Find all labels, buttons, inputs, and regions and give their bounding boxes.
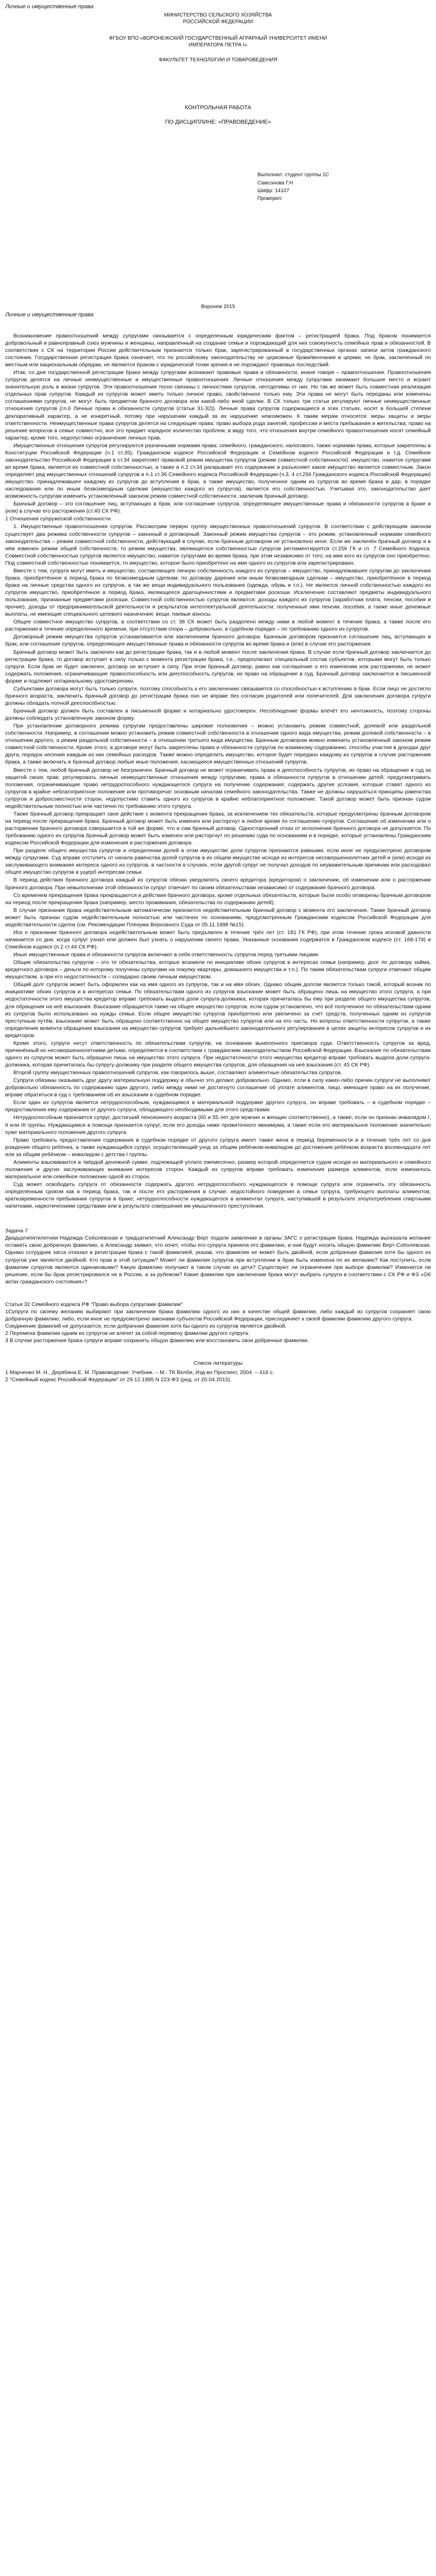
- work-type: КОНТРОЛЬНАЯ РАБОТА: [184, 104, 252, 111]
- ministry-line-1: МИНИСТЕРСТВО СЕЛЬСКОГО ХОЗЯЙСТВА: [164, 12, 272, 18]
- faculty-name: ФАКУЛЬТЕТ ТЕХНОЛОГИИ И ТОВАРОВЕДЕНИЯ: [159, 57, 277, 63]
- student-name: Самсонова Г.Н: [257, 180, 293, 186]
- article-title: Статья 32 Семейного кодекса РФ "Право выбора супругами фамилии": [5, 1301, 183, 1308]
- task-section: [5, 1227, 431, 1285]
- student-info: [5, 172, 431, 202]
- paragraph: Брачный договор – это соглашение лиц, вступающих в брак, или соглашение супругов, определяющее имущественные права и обязанности супругов в браке и (или) в случае его расторжения (ст.40 СК РФ).: [5, 501, 431, 515]
- paragraph: При разделе общего имущества супругов и определении долей в этом имуществе доли супругов признаются равными, если иное не предусмотрено договором между супругами. Суд вправе отступить от начала равенства долей супругов в их общем имуществе исходя из интересов несовершеннолетних детей и (или) исходя из заслуживающего внимания интереса одного из супругов, в частности в случаях, если другой супруг не получал доходов по неуважительным причинам или расходовал общее имущество супругов в ущерб интересам семьи.: [5, 848, 431, 876]
- city-year: Воронеж 2015: [201, 303, 235, 310]
- subsection-heading: 1 Отношения супружеской собственности.: [5, 516, 112, 522]
- paragraph: 1. Имущественные правоотношения супругов. Рассмотрим первую группу имущественных правоотношений супругов. В соответствии с действующим законом существует два режима собственности супругов – законный и договорный. Законный режим имущества супругов – это режим, установленный нормами семейного законодательства – режим совместной собственности, действующий в случае, если брачным договором не установлено иное. Если же заключён брачный договор и в нём изменен режим общей собственности, то режим имущества, являющегося собственностью супругов регламентируется ст.256 ГК и гл. 7 Семейного Кодекса. Совместной собственностью супругов является имущество, нажитое супругами во время брака, при этом независимо от того, на имя кого из супругов оно приобретено. Под совместной собственностью понимается, то имущество, которое было приобретено на имя одного из супругов или зарегистрировано.: [5, 523, 431, 566]
- paragraph: Общий долг супругов может быть оформлен как на имя одного из супругов, так и на имя обоих. Однако общим долгом является только такой, который возник по инициативе обоих супругов и в интересах семьи. По обязательствам одного из супругов взыскание может быть обращено лишь на имущество этого супруга, а при недостаточности этого имущества кредитор вправе требовать выдела доли супруга-должника, которая причиталась бы ему при разделе общего имущества супругов, для обращения на неё взыскания. Взыскание обращается также на общее имущество супругов, если судом установлено, что всё полученное по обязательствам одним из супругов было использовано на нужды семьи. Если общее имущество супругов приобретено или увеличено за счёт средств, полученных одним из супругов преступным путём, взыскание может быть обращено соответственно на общее имущество супругов или на его часть. Но вопросы ответственности супругов, а также определения момента обращения взыскания на имущество супругов требуют дальнейшего законодательного регулирования в целях защиты интересов супругов и их кредиторов.: [5, 981, 431, 1039]
- university-line-1: ФГБОУ ВПО «ВОРОНЕЖСКИЙ ГОСУДАРСТВЕННЫЙ АГРАРНЫЙ УНИВЕРСИТЕТ ИМЕНИ: [109, 35, 327, 41]
- student-code: Шифр: 14107: [257, 188, 289, 194]
- paragraph: В случае признания брака недействительным автоматически признается недействительным брачный договор с момента его заключения. Также брачный договор может быть признан судом недействительным полностью или частично по основаниям, предусмотренным Гражданским кодексом Российской Федерации для недействительности сделок (см. Рекомендации Пленума Верховного Суда от 05.11.1998 №15).: [5, 907, 431, 928]
- paragraph: Субъектами договора могут быть только супруги, поэтому способность к его заключению связывается со способностью к вступлению в брак. Если лицо не достигло брачного возраста, заключить брачный договор до регистрации брака оно не вправе без согласия родителей или попечителей. Для заключения договора супруги должны обладать полной дееспособностью.: [5, 685, 431, 706]
- paragraph: Брачный договор может быть заключен как до регистрации брака, так и в любой момент после заключения брака. В случае если брачный договор заключается до регистрации брака, то договор вступает в силу только с момента регистрации брака, т.е., предполагают специальный состав субъектов, которыми могут быть только супруги. Если брак не будет заключен, договор не вступает в силу. При этом брачный договор, равно как соглашение о его изменении или расторжении, не может содержать положения, ограничивающие правоспособность или дееспособность супругов, их право на обращение в суд. Брачный договор заключается в письменной форме и подлежит нотариальному удостоверению.: [5, 649, 431, 684]
- title-page-header: [5, 12, 431, 126]
- paragraph: В период действия брачного договора каждый из супругов обязан уведомлять своего кредитора (кредиторов) о заключении, об изменении или о расторжении брачного договора. При невыполнении этой обязанности супруг отвечает по своим обязательствам независимо от содержания брачного договора.: [5, 877, 431, 891]
- article-item: 1Супруги по своему желанию выбирают при заключении брака фамилию одного из них в качестве общей фамилии, либо каждый из супругов сохраняет свою добрачную фамилию, либо, если иное не предусмотрено законами субъектов Российской Федерации, присоединяет к своей фамилии фамилию другого супруга.: [5, 1308, 431, 1322]
- discipline-name: ПО ДИСЦИПЛИНЕ: «ПРАВОВЕДЕНИЕ»: [165, 119, 271, 126]
- paragraph: Суд может освободить супруга от обязанности содержать другого нетрудоспособного нуждающегося в помощи супруга или ограничить эту обязанность определённым сроком как в период брака, так и после его расторжения в случае: недостойного поведения в семье супруга, требующего выплаты алиментов; кратковременности пребывания супругов в браке; нетрудоспособности нуждающегося в алиментах супруга, наступившей в результате злоупотребления спиртными напитками, наркотическими средствами или в результате совершения им умышленного преступления.: [5, 1181, 431, 1210]
- main-text: [5, 332, 431, 1210]
- ministry-line-2: РОССИЙСКОЙ ФЕДЕРАЦИИ: [183, 19, 253, 25]
- paragraph: При установлении договорного режима супругам предоставлены широкие полномочия – можно установить режим совместной, долевой или раздельной собственности. Например, в соглашении можно установить режим совместной собственности в отношении одного вида имущества, режим долевой собственности – в отношении другого, а режим раздельной собственности – в отношении третьего вида имущества. Брачным договором можно изменить установленный законом режим совместной собственности. Кроме этого, в договоре могут быть закреплены права и обязанности супругов по взаимному содержанию, способы участия в доходах друг друга, порядок несения каждым из них семейных расходов. Также можно определить имущество, которое будет передано каждому из супругов в случае расторжения брака, а также включить в брачный договор любые иные положения, касающиеся имущественных отношений супругов.: [5, 723, 431, 766]
- paragraph: Общие обязательства супругов – это те обязательства, которые возникли по инициативе обоих супругов в интересах семьи (например, долг по договору займа, кредитного договора – деньги по которому получены супругами на покупку квартиры, домашнего имущества и т.п.). По таким обязательствам супруги отвечают общим имуществом, а при его недостаточности – солидарно своим личным имуществом.: [5, 959, 431, 980]
- performed-by: Выполнил: студент группы 1С: [257, 172, 329, 178]
- paragraph: Со временем прекращения брака прекращаются и действия брачного договора, кроме отдельных обязательств, которые были особо оговорены брачным договором на период после прекращения брака (например, место проживания, обязательства по содержанию детей).: [5, 892, 431, 906]
- paragraph: Кроме этого, супруги несут ответственность по обязательствам супругов, на основании вынесенного приговора суда. Ответственность супругов за вред, причинённый их несовершеннолетними детьми, определяется в соответствии с гражданским законодательством Российской Федерации. Взыскание по обязательствам одного из супругов может быть обращено лишь на имущество этого супруга. При недостаточности этого имущества кредитор вправе требовать выдела доли супруга-должника, которая причиталась бы супругу-должнику при разделе общего имущества супругов, для обращения на неё взыскания (ст. 45 СК РФ).: [5, 1040, 431, 1069]
- paragraph: Второй группу имущественных правоотношений супругов, как говорилось выше, составляют алиментные обязательства супругов.: [13, 1070, 342, 1076]
- paragraph: Право требовать предоставления содержания в судебном порядке от другого супруга имеет также жена в период беременности и в течение трёх лет со дня рождения общего ребёнка, а также нуждающийся супруг, осуществляющий уход за общим ребёнком-инвалидом до достижения ребёнком возраста восемнадцати лет или за общим ребёнком – инвалидом с детства I группы.: [5, 1137, 431, 1158]
- paragraph: Нетрудоспособным признается супруг, достигший пенсионного возраста (60 и 55 лет для мужчин и женщин соответственно), а также, если он признан инвалидом I, II или III группы. Нуждающимся в помощи признается супруг, если его доходы ниже прожиточного минимума, а также если его материальное положение значительно хуже материального положения другого супруга.: [5, 1114, 431, 1136]
- paragraph: Договорный режим имущества супругов устанавливается или заключением брачного договора. Брачным договором признается соглашение лиц, вступающих в брак, или соглашение супругов, определяющее имущественные права и обязанности супругов во время брака и (или) в случае его расторжения.: [5, 634, 431, 648]
- paragraph: Супруги обязаны оказывать друг другу материальную поддержку и обычно это делают добровольно. Однако, если в силу каких-либо причин супруги не выполняют добровольно обязанность по содержанию один другого, либо между ними не достигнуто соглашение об уплате алиментов, лицо, имеющее право на их получение, вправе обратиться в суд с требованием об их взыскании в судебном порядке.: [5, 1077, 431, 1098]
- paragraph: Иск о признании брачного договора недействительным может быть предъявлен в течение трёх лет (ст. 181 ГК РФ), при этом течение срока исковой давности начинается со дня, когда супруг узнал или должен был узнать о нарушении своего права. Указанные основания содержатся в Гражданском кодексе (ст. 168-179) и Семейном кодексе (п.2 ст.44 СК РФ).: [5, 929, 431, 951]
- paragraph: Общее совместное имущество супругов, в соответствии со ст. 38 СК может быть разделено между ними в любой момент в течение брака, а также после его расторжения в течение определенного времени, при отсутствии спора – добровольно, в судебном порядке – по требованию одного из супругов.: [5, 619, 431, 633]
- article-section: [5, 1301, 431, 1344]
- reference-item: 2 "Семейный кодекс Российской Федерации" от 29.12.1995 N 223-ФЗ (ред. от 20.04.2015).: [5, 1377, 232, 1383]
- references-section: [5, 1360, 431, 1383]
- paragraph: Имущественные отношения супругов регулируются различными нормами права: семейного, гражданского, налогового, также нормами права, которые закреплены в Конституции Российской Федерации (ч.1 ст.35), Гражданском кодексе Российской Федерации и Семейном кодексе Российской Федерации и т.д. Семейное законодательство Российской Федерации в ст.34 закрепляет правовой режим имущества супругов (режим совместной собственности): имущество, нажитое супругами во время брака, является их совместной собственностью, а также в п.2 ст.34 раскрывает его содержание и разъясняет какое имущество является совместным. Закон определяет ряд имущественных отношений супругов в п.1 ст.36 Семейного кодекса Российской Федерации (ч.3, 4 ст.256 Гражданского кодекса Российской Федерации) имущество, принадлежавшее каждому из супругов до вступления в брак, а также имущество, полученное одним из супругов во время брака в дар, в порядке наследования или по иным безвозмездным сделкам (имущество каждого из супругов), является его собственностью. Учитывая это, законодательство дает возможность супругам изменить установленный законом режим совместной собственности, заключив брачный договор.: [5, 442, 431, 500]
- document-title: Личные и имущественные права: [5, 4, 94, 10]
- university-line-2: ИМПЕРАТОРА ПЕТРА I»: [188, 42, 248, 48]
- references-title: Список литературы: [193, 1360, 243, 1367]
- reference-item: 1 Марченко М. Н., Дерябина Е. М. Правоведение: Учебник. – М.: ТК Велби, Изд-во Проспект, 2004. – 416 с.: [5, 1369, 274, 1376]
- paragraph: Если один из супругов является нетрудоспособным, нуждающимся в материальной поддержке другого супруга, он вправе требовать – в судебном порядке – предоставления ему содержания от другого супруга, обладающего необходимыми для этого средствами.: [5, 1099, 431, 1113]
- paragraph: Возникновение правоотношений между супругами связывается с определенным юридическим фактом – регистрацией брака. Под браком понимается добровольный и равноправный союз мужчины и женщины, направленный на создание семьи и порождающий для них совокупность семейных прав и обязанностей. В соответствии с СК на территории России действительным признается только брак, зарегистрированный в государственных органах записи актов гражданского состояния. Государственная регистрация брака означает, что по российскому законодательству не церковные браки/венчания в церкви, не брак, заключенный по местным или национальным обрядам, не являются браком с юридической точки зрения и не порождают правовых последствий.: [5, 332, 431, 368]
- section-title: Личные и имущественные права: [5, 312, 94, 318]
- checked-by: Проверил:: [257, 196, 283, 202]
- paragraph: Вместе с тем, супруги могут иметь и имущество, составляющее личную собственность каждого из супругов – имущество, принадлежавшее супругам до заключения брака, приобретённое в период брака по безвозмездным сделкам, по договору дарения или иным безвозмездным сделкам – имущество, приобретённое в период брака на личные средства одного из супругов, а так же вещи индивидуального пользования (одежда, обувь и т.п.). Не является личной собственностью каждого из супругов имущество, приобретённое в период брака, являющееся драгоценностями и предметами роскоши. Исключение составляют предметы индивидуального пользования, признанные предметами роскоши. Совместной собственностью супругов являются: доходы каждого из супругов (заработная плата, пенсии, пособия и прочие), доходы от предпринимательской деятельности и результатов интеллектуальной деятельности; полученные ими пенсии, пособия, а также иные денежные выплаты, не имеющие специального целевого назначения; вещи, паевые взносы.: [5, 567, 431, 618]
- task-title: Задача 7: [5, 1228, 28, 1234]
- article-item: 2 Перемена фамилии одним из супругов не влечет за собой перемену фамилии другого супруга.: [5, 1330, 250, 1337]
- task-text: Двадцатипятилетняя Надежда Соболевская и тридцатилетний Александр Верт подали заявление в органы ЗАГС о регистрации брака. Надежда высказала желание оставить свою добрачную фамилию, а Александр заявил, что хочет, чтобы его супруга приняла его фамилию, и они будут носить общую фамилию Верт-Соболевская. Однако сотрудник загса отказал в регистрации брака с такой фамилией, указав, что фамилия не может быть двойной, если добрачная фамилия хотя бы одного из супругов уже является двойной. Кто прав в этой ситуации? Может ли фамилия супругов при вступлении в брак быть изменена по их желанию? Как поступить, если фамилии супругов являются одинаковыми? Какую фамилию получают в таком случае их дети? Существуют ли ограничения при выборе фамилии? Изменится ли решение, если бы брак регистрировался не в России, а за рубежом? Какие фамилии при заключении брака могут выбрать супруги в соответствии с СК РФ и ФЗ «Об актах гражданского состояния»?: [5, 1235, 431, 1285]
- paragraph: Иные имущественные права и обязанности супругов включают в себя ответственность супругов перед третьими лицами.: [13, 952, 320, 958]
- article-item: Соединение фамилий не допускается, если добрачная фамилия хотя бы одного из супругов является двойной.: [5, 1323, 287, 1329]
- paragraph: Алименты взыскиваются в твёрдой денежной сумме, подлежащей уплате ежемесячно, размер которой определяется судом исходя из материального и семейного положения и других заслуживающих внимания интересов сторон. Каждый из супругов вправе требовать изменения размера алиментов, если изменилось материальное или семейное положение одной из сторон.: [5, 1159, 431, 1180]
- paragraph: Итак, со дня государственной регистрации брака между супругами возникают правовые права и обязанности, иначе говоря – правоотношения. Правоотношения супругов делятся на личные неимущественные и имущественные правоотношения. Личные отношения между супругами занимают большое место и играют значительную роль в жизни супругов. Эти правоотношения тесно связаны с личностями супругов, неотделимы от них. Но так же может быть совместная реализация отдельных прав супругов. Каждый из супругов может иметь только личное право, свойственное только ему. Эти права не могут быть переданы или изменены соглашениями супругов, не могут быть предметом брачного договора или какой-либо иной сделки. В СК только три статьи регулируют личные неимущественные отношения супругов (гл.6 Личные права и обязанности супругов (статьи 31-32)). Личные права супругов содержащиеся в этих статьях, носят в большей степени декларативный характер, а не конкретный, потому при нарушении каждый за их нарушение невозможен. К таким мерам относятся: меры защиты и меры ответственности. Неимущественные права супругов делятся на следующие права: право выбора рода занятий, профессии и места пребывания и жительства; право на решение вопросов в семье совместно, все это придает изрядное количество проблем, в виду того, что отношения внутри семейного правоотношения носят семейный характер, кроме того, недопустимо ограничение личных прав.: [5, 369, 431, 441]
- paragraph: Также брачный договор прекращает свое действие с момента прекращения брака, за исключением тех обязательств, которые предусмотрены брачным договором на период после прекращения брака. Брачный договор может быть изменен или расторгнут в любое время по соглашению супругов. Соглашение об изменении или о расторжении брачного договора совершается в той же форме, что и сам брачный договор. Односторонний отказ от исполнения брачного договора не допускается. По требованию одного из супругов брачный договор может быть изменен или расторгнут по решению суда по основаниям и в порядке, которые установлены Гражданским кодексом Российской Федерации для изменения и расторжения договора.: [5, 810, 431, 846]
- article-item: 3 В случае расторжения брака супруги вправе сохранить общую фамилию или восстановить свои добрачные фамилии.: [5, 1337, 309, 1344]
- paragraph: Брачный договор должен быть составлен в письменной форме и нотариально удостоверен. Несоблюдение формы влечёт его ничтожность, поэтому стороны должны соблюдать установленную законом форму.: [5, 708, 431, 722]
- paragraph: Вместе с тем, любой брачный договор не безграничен. Брачный договор не может ограничивать права и дееспособность супругов, их право на обращение в суд за защитой своих прав; регулировать личные неимущественные отношения между супругами, права и обязанности супругов в отношении детей; предусматривать положения, ограничивающие право нетрудоспособного нуждающегося супруга на получение содержания; содержать другие условия, которые ставят одного из супругов в крайне неблагоприятное положение или противоречат основным началам семейного законодательства. Также не должны нарушаться принципы равенства супругов и добросовестности сторон, недопустимо ставить одного из супругов в крайне неблагоприятное положение. Такой договор может быть признан судом недействительным полностью или частично по требованию этого супруга.: [5, 767, 431, 809]
